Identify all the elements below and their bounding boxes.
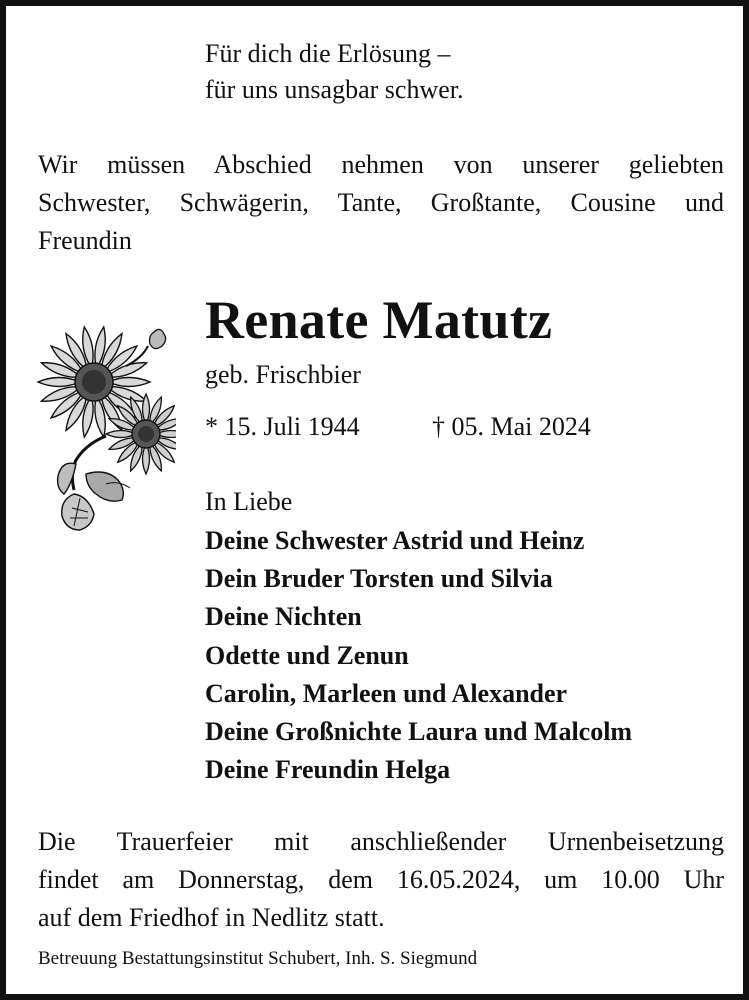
service-line-1: Die Trauerfeier mit anschließender Urnenbeisetzung [38, 827, 724, 856]
death-date: † 05. Mai 2024 [432, 412, 591, 441]
mourner-line: Deine Freundin Helga [205, 755, 451, 785]
mourners-list [205, 522, 632, 789]
funeral-service-info [38, 823, 724, 937]
mourner-line: Carolin, Marleen und Alexander [205, 678, 568, 708]
mourner-line: Dein Bruder Torsten und Silvia [205, 564, 553, 594]
mourner-line: Deine Nichten [205, 602, 362, 632]
maiden-name: geb. Frischbier [205, 360, 361, 389]
mourner-line: Deine Schwester Astrid und Heinz [205, 526, 585, 555]
intro-line-1: Wir müssen Abschied nehmen von unserer geliebten [38, 150, 724, 179]
mourner-line: Odette und Zenun [205, 640, 409, 670]
service-line-2: findet am Donnerstag, dem 16.05.2024, um 10.00 Uhr [38, 865, 724, 894]
quote-line-2: für uns unsagbar schwer. [205, 75, 464, 104]
intro-paragraph [38, 146, 724, 260]
undertaker-credit: Betreuung Bestattungsinstitut Schubert, Inh. S. Siegmund [38, 948, 478, 969]
intro-line-3: Freundin [38, 226, 132, 255]
quote-line-1: Für dich die Erlösung – [205, 39, 451, 68]
service-line-3: auf dem Friedhof in Nedlitz statt. [38, 903, 385, 932]
closing-phrase: In Liebe [205, 487, 293, 516]
deceased-name: Renate Matutz [205, 290, 553, 350]
sunflower-icon [36, 324, 176, 534]
intro-line-2: Schwester, Schwägerin, Tante, Großtante, Cousine und [38, 188, 724, 217]
birth-date: * 15. Juli 1944 [205, 412, 360, 441]
mourner-line: Deine Großnichte Laura und Malcolm [205, 717, 633, 747]
